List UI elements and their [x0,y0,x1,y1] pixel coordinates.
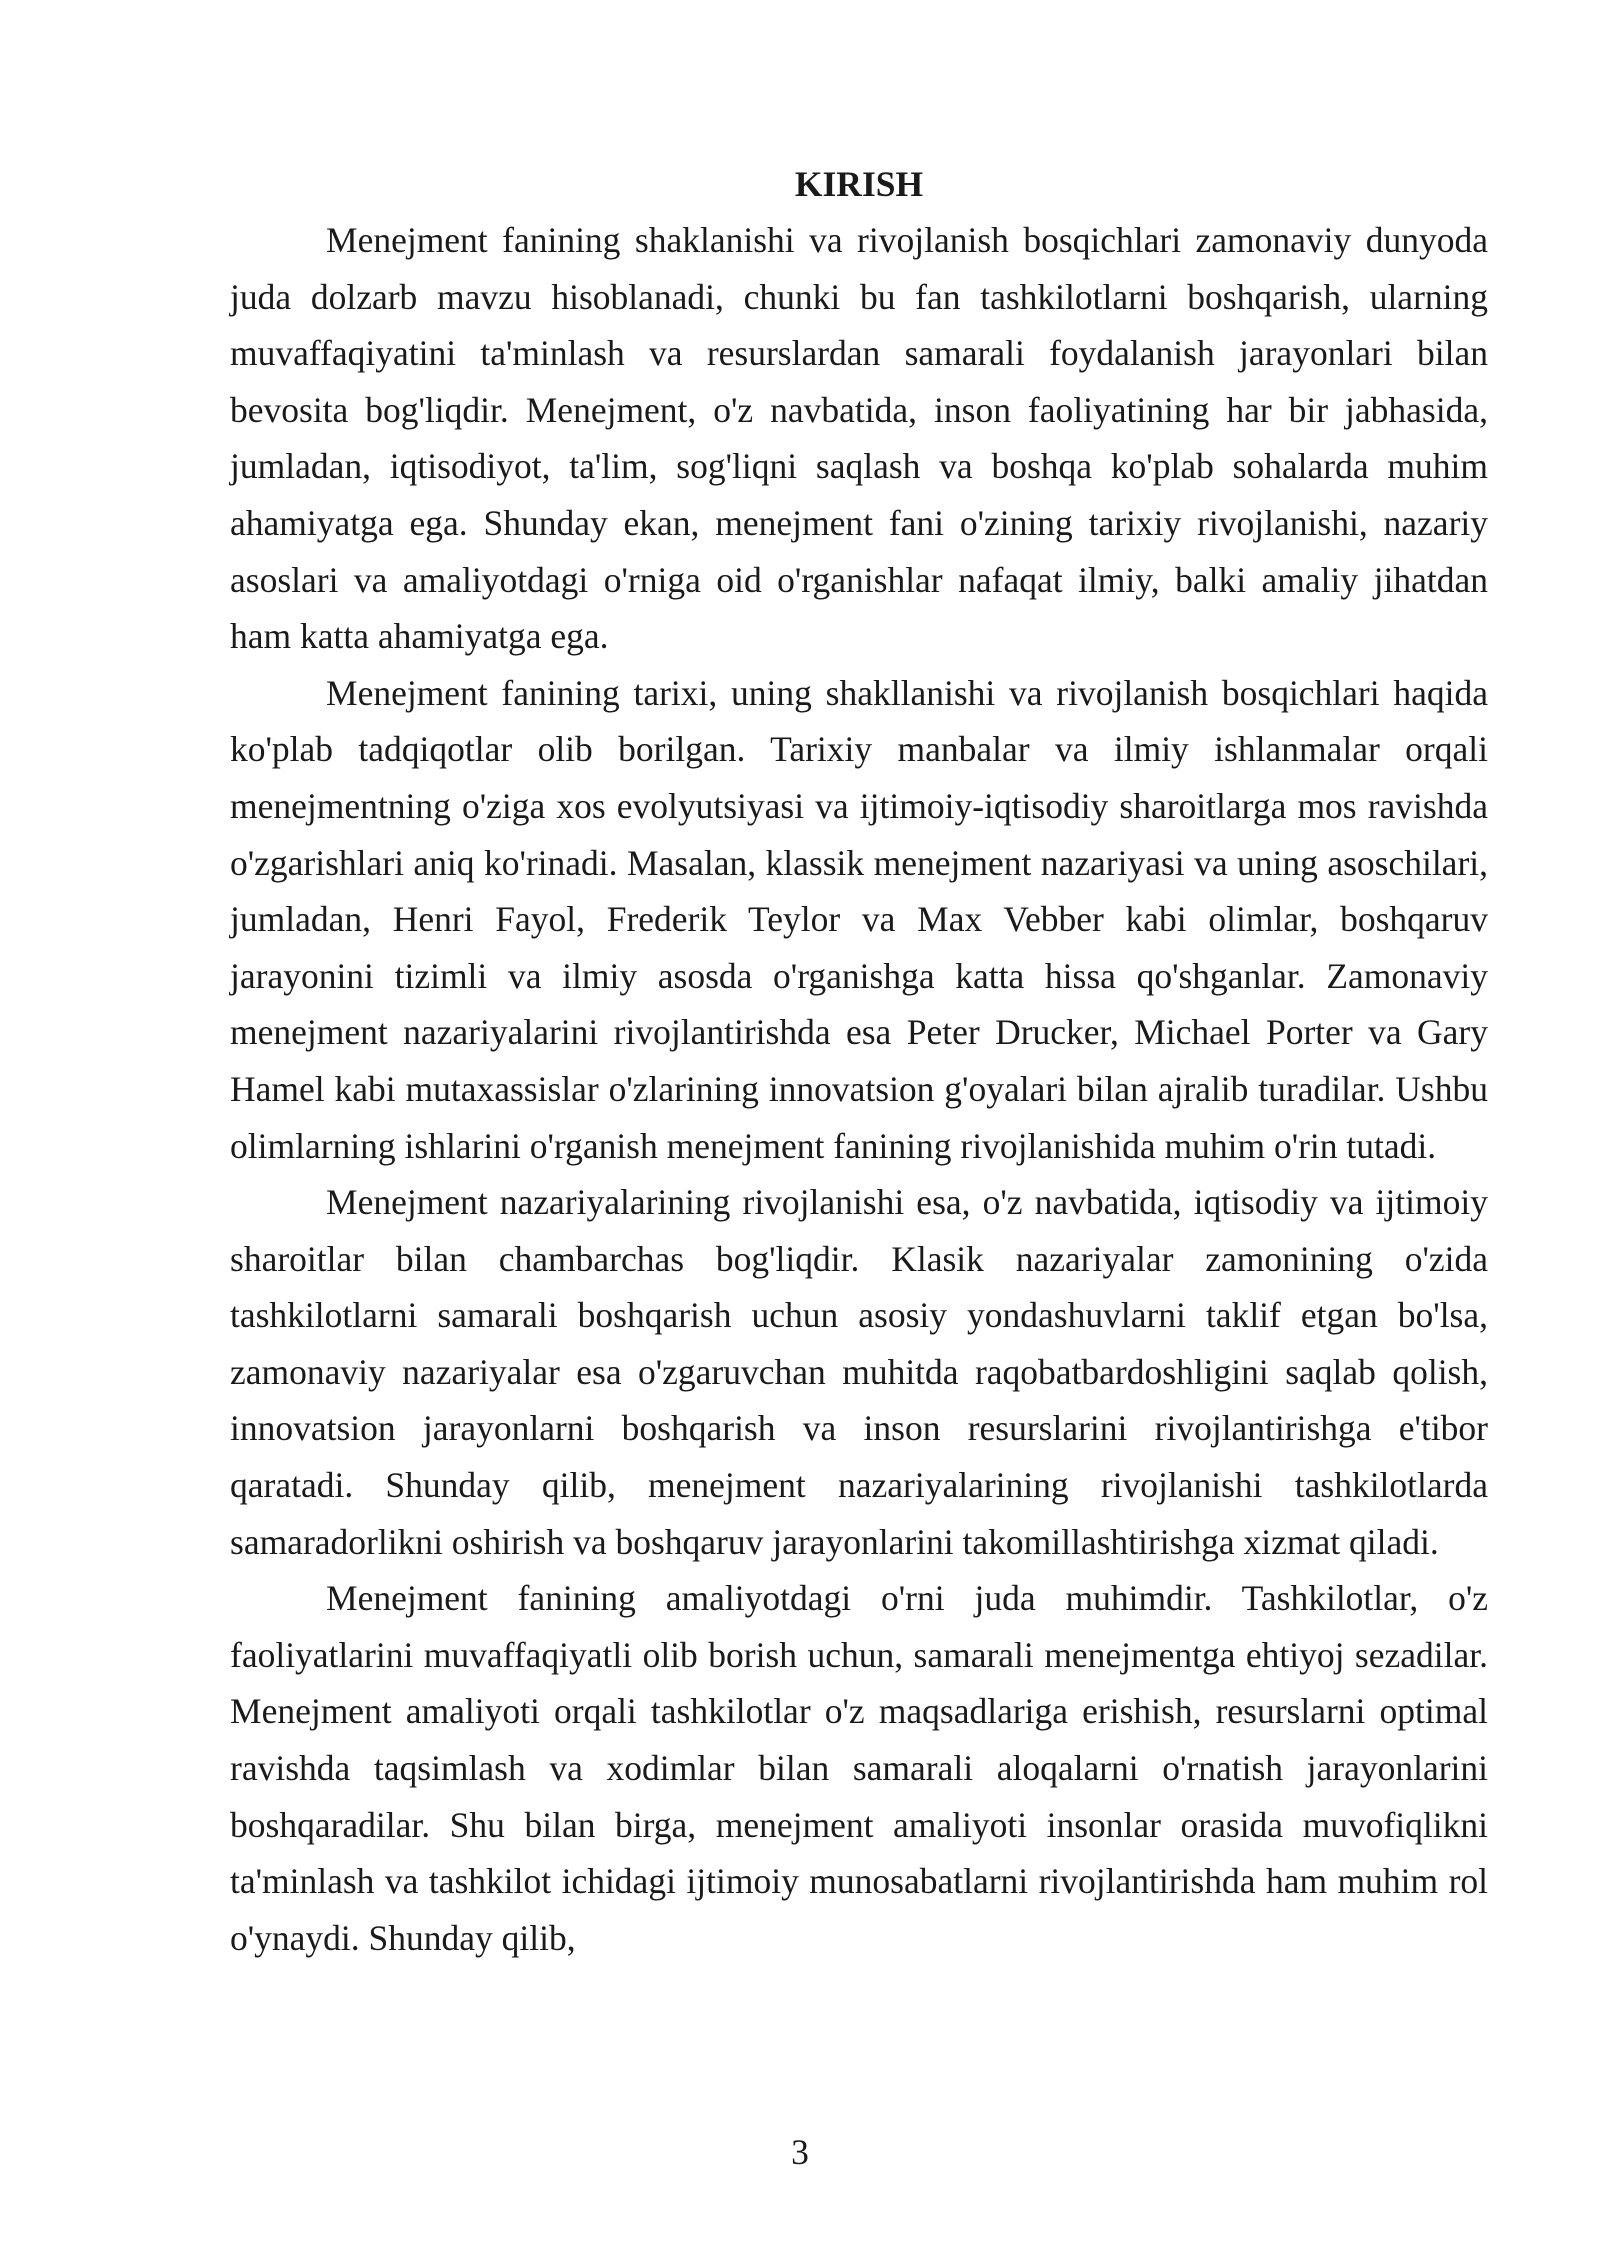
page-number: 3 [791,2132,809,2172]
paragraph-3: Menejment nazariyalarining rivojlanishi esa, o'z navbatida, iqtisodiy va ijtimoiy sharoitlar bilan chambarchas bog'liqdir. Klasik nazariyalar zamonining o'zida tashkilotlarni samarali boshqarish uchun asosiy yondashuvlarni taklif etgan bo'lsa, zamonaviy nazariyalar esa o'zgaruvchan muhitda raqobatbardoshligini saqlab qolish, innovatsion jarayonlarni boshqarish va inson resurslarini rivojlantirishga e'tibor qaratadi. Shunday qilib, menejment nazariyalarining rivojlanishi tashkilotlarda samaradorlikni oshirish va boshqaruv jarayonlarini takomillashtirishga xizmat qiladi. [230,1182,1488,1562]
paragraph-1: Menejment fanining shaklanishi va rivojlanish bosqichlari zamonaviy dunyoda juda dolzarb mavzu hisoblanadi, chunki bu fan tashkilotlarni boshqarish, ularning muvaffaqiyatini ta'minlash va resurslardan samarali foydalanish jarayonlari bilan bevosita bog'liqdir. Menejment, o'z navbatida, inson faoliyatining har bir jabhasida, jumladan, iqtisodiyot, ta'lim, sog'liqni saqlash va boshqa ko'plab sohalarda muhim ahamiyatga ega. Shunday ekan, menejment fani o'zining tarixiy rivojlanishi, nazariy asoslari va amaliyotdagi o'rniga oid o'rganishlar nafaqat ilmiy, balki amaliy jihatdan ham katta ahamiyatga ega. [230,220,1488,657]
paragraph-2: Menejment fanining tarixi, uning shakllanishi va rivojlanish bosqichlari haqida ko'plab tadqiqotlar olib borilgan. Tarixiy manbalar va ilmiy ishlanmalar orqali menejmentning o'ziga xos evolyutsiyasi va ijtimoiy-iqtisodiy sharoitlarga mos ravishda o'zgarishlari aniq ko'rinadi. Masalan, klassik menejment nazariyasi va uning asoschilari, jumladan, Henri Fayol, Frederik Teylor va Max Vebber kabi olimlar, boshqaruv jarayonini tizimli va ilmiy asosda o'rganishga katta hissa qo'shganlar. Zamonaviy menejment nazariyalarini rivojlantirishda esa Peter Drucker, Michael Porter va Gary Hamel kabi mutaxassislar o'zlarining innovatsion g'oyalari bilan ajralib turadilar. Ushbu olimlarning ishlarini o'rganish menejment fanining rivojlanishida muhim o'rin tutadi. [230,672,1488,1166]
page-content [230,162,1488,1966]
section-title: KIRISH [794,164,924,204]
paragraph-4: Menejment fanining amaliyotdagi o'rni juda muhimdir. Tashkilotlar, o'z faoliyatlarini muvaffaqiyatli olib borish uchun, samarali menejmentga ehtiyoj sezadilar. Menejment amaliyoti orqali tashkilotlar o'z maqsadlariga erishish, resurslarni optimal ravishda taqsimlash va xodimlar bilan samarali aloqalarni o'rnatish jarayonlarini boshqaradilar. Shu bilan birga, menejment amaliyoti insonlar orasida muvofiqlikni ta'minlash va tashkilot ichidagi ijtimoiy munosabatlarni rivojlantirishda ham muhim rol o'ynaydi. Shunday qilib, [230,1578,1488,1958]
